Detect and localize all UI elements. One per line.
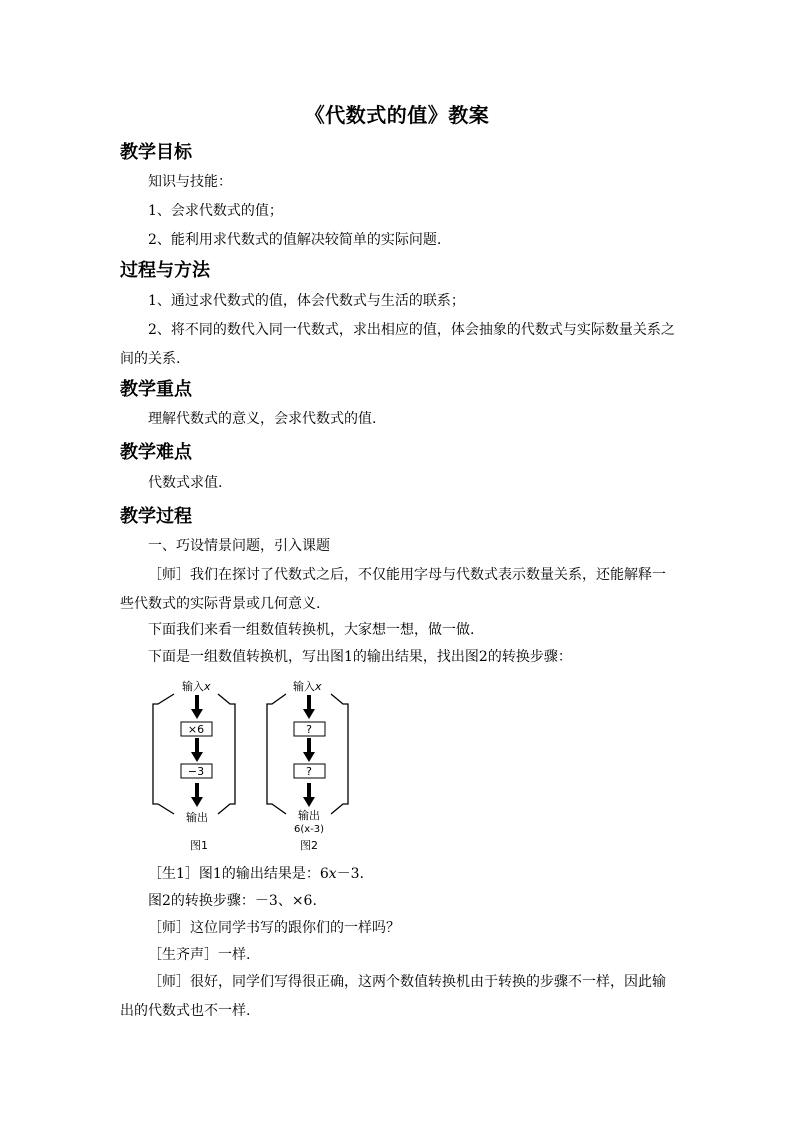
fig2-caption: 图2 (300, 839, 318, 852)
fig1-right-bracket (218, 694, 235, 814)
fig1-arrow-2 (191, 738, 203, 762)
heading-teaching-process: 教学过程 (120, 506, 192, 527)
heading-teaching-goals: 教学目标 (120, 142, 192, 163)
fig1-step-1: ×6 (187, 723, 205, 736)
students-chorus-answer: ［生齐声］一样. (148, 947, 251, 963)
fig1-input-var: x (204, 680, 211, 693)
knowledge-item-1: 1、会求代数式的值； (148, 203, 283, 219)
fig1-output-label: 输出 (186, 811, 208, 824)
fig2-input-var: x (315, 680, 322, 693)
fig2-output-label: 输出 (298, 809, 320, 822)
fig2-step-2: ? (306, 765, 312, 778)
heading-process-methods: 过程与方法 (120, 260, 210, 281)
document-title: 《代数式的值》教案 (304, 103, 490, 127)
svg-text:输入x (182, 679, 211, 693)
fig2-right-bracket (331, 694, 348, 814)
method-item-2: 2、将不同的数代入同一代数式，求出相应的值，体会抽象的代数式与实际数量关系之间的关系. (120, 322, 675, 367)
conversion-machine-diagram (148, 676, 358, 861)
fig1-input-label: 输入 (182, 680, 204, 693)
teacher-paragraph-2: 下面我们来看一组数值转换机，大家想一想，做一做. (148, 622, 475, 638)
heading-key-points: 教学重点 (120, 379, 192, 400)
svg-text:输入x (293, 679, 322, 693)
difficulties-text: 代数式求值. (148, 475, 223, 491)
fig2-arrow-3 (303, 783, 315, 807)
fig2-arrow-2 (303, 738, 315, 762)
figure-1 (153, 679, 235, 852)
fig1-arrow-3 (191, 783, 203, 807)
fig1-caption: 图1 (190, 839, 208, 852)
fig1-step-2: −3 (187, 765, 205, 778)
fig1-arrow-1 (191, 695, 203, 719)
fig2-left-bracket (267, 694, 286, 814)
teacher-question: ［师］这位同学书写的跟你们的一样吗？ (148, 920, 400, 936)
fig2-arrow-1 (303, 695, 315, 719)
teacher-paragraph-1: ［师］我们在探讨了代数式之后，不仅能用字母与代数式表示数量关系，还能解释一些代数式的实际背景或几何意义. (120, 567, 666, 612)
method-item-1: 1、通过求代数式的值，体会代数式与生活的联系； (148, 293, 465, 309)
figure-2 (267, 679, 348, 852)
student-1-answer: ［生1］图1的输出结果是：6x－3. (148, 866, 364, 882)
teacher-conclusion: ［师］很好，同学们写得很正确，这两个数值转换机由于转换的步骤不一样，因此输出的代数式也不一样. (120, 974, 666, 1019)
fig2-input-label: 输入 (293, 680, 315, 693)
figure-2-steps-answer: 图2的转换步骤：－3、×6. (148, 893, 317, 909)
fig2-step-1: ? (306, 723, 312, 736)
teacher-paragraph-3: 下面是一组数值转换机，写出图1的输出结果，找出图2的转换步骤： (148, 649, 572, 665)
key-points-text: 理解代数式的意义，会求代数式的值. (148, 411, 377, 427)
fig2-output-expression: 6(x-3) (293, 824, 325, 835)
section-1-heading: 一、巧设情景问题，引入课题 (148, 538, 330, 554)
heading-difficulties: 教学难点 (120, 442, 192, 463)
knowledge-skills-label: 知识与技能： (148, 174, 232, 190)
fig1-left-bracket (153, 694, 174, 814)
knowledge-item-2: 2、能利用求代数式的值解决较简单的实际问题. (148, 232, 442, 248)
